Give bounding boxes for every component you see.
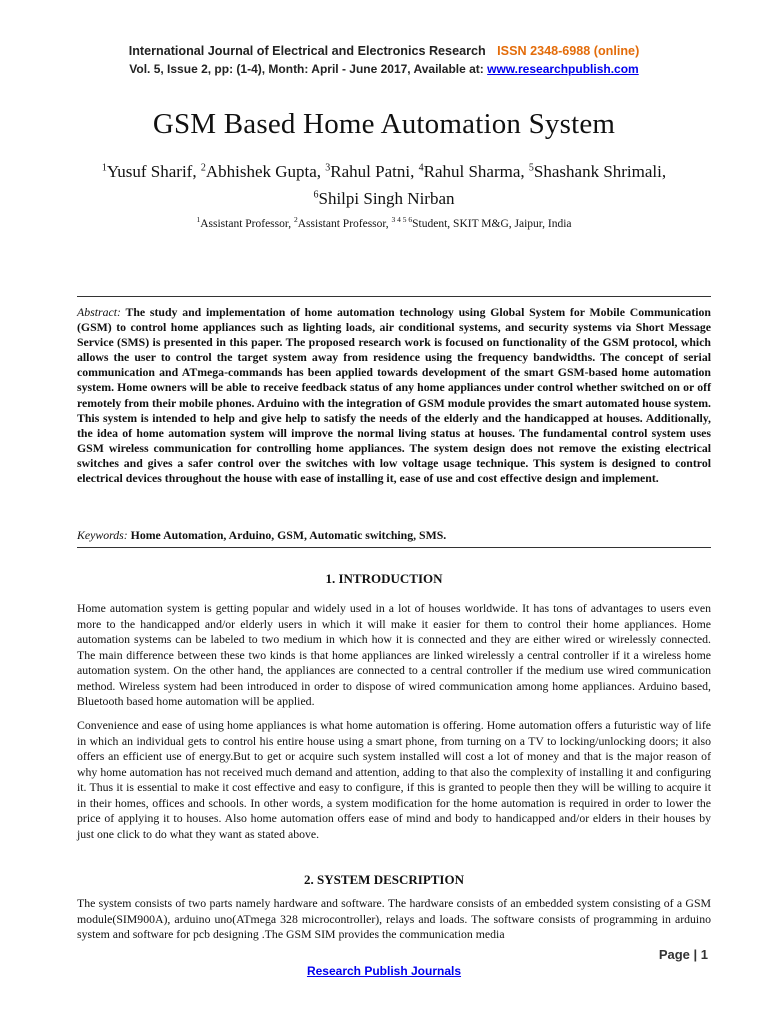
- journal-name: International Journal of Electrical and Electronics Research: [128, 44, 486, 58]
- author: $^3$Rahul Patni,: [325, 161, 419, 181]
- author: $^5$Shashank Shrimali,: [528, 161, 667, 181]
- page-number: Page | 1: [658, 947, 708, 962]
- journal-header: [0, 42, 768, 78]
- keywords: [77, 528, 711, 543]
- paragraph: The system consists of two parts namely hardware and software. The hardware consists of an embedded system consisting of a GSM module(SIM900A), arduino uno(ATmega 328 microcontroller), relays and loads. The software consists of programming in arduino system and software for pcb designing .The GSM SIM provides the communication media: [77, 896, 711, 941]
- author: $^1$Yusuf Sharif,: [101, 161, 201, 181]
- abstract-label: Abstract:: [77, 305, 121, 319]
- author: $^2$Abhishek Gupta,: [200, 161, 326, 181]
- footer: [0, 964, 768, 978]
- publisher-link[interactable]: Research Publish Journals: [306, 964, 462, 978]
- keywords-text: Home Automation, Arduino, GSM, Automatic switching, SMS.: [130, 528, 447, 542]
- abstract-text: The study and implementation of home automation technology using Global System for Mobile Communication (GSM) to control home appliances such as lighting loads, air conditional systems, and security systems via Short Message Service (SMS) is presented in this paper. The proposed research work is focused on functionality of the GSM protocol, which allows the user to control the target system away from residence using the frequency bandwidths. The concept of serial communication and ATmega-commands has been applied towards development of the smart GSM-based home automation system. Home owners will be able to receive feedback status of any home appliances under control whether switched on or off remotely from their mobile phones. Arduino with the integration of GSM module provides the smart automated house system. This system is intended to help and give help to satisfy the needs of the elderly and the handicapped at houses. Additionally, the idea of home automation system will improve the normal living status at houses. The fundamental control system uses GSM wireless communication for controlling home appliances. The system design does not remove the existing electrical switches and gives a safer control over the switches with low voltage usage technique. This system is designed to control electrical devices throughout the house with ease of installing it, ease of use and cost effective design and implement.: [77, 305, 711, 486]
- keywords-label: Keywords:: [77, 528, 128, 542]
- abstract: [77, 305, 711, 486]
- author-list: [80, 156, 688, 211]
- volume-info: Vol. 5, Issue 2, pp: (1-4), Month: April - June 2017, Available at:: [129, 62, 488, 76]
- paragraph: Home automation system is getting popular and widely used in a lot of houses worldwide. It has tons of advantages to users even more to the handicapped and/or elderly users in which it will make it easier for them to control their home appliances. Home automation systems can be labeled to two medium in which how it is connected and they are either wired or wirelessly connected. The main difference between these two kinds is that home appliances are linked wirelessly a central controller if it a wireless home automation system. On the other hand, the appliances are connected to a central controller if the medium use wired communication method. Wireless system had been introduced in order to dispose of wired communication among home appliances. Arduino based, Bluetooth based home automation will be applied.: [77, 601, 711, 708]
- section-heading-system-description: 2. SYSTEM DESCRIPTION: [303, 872, 464, 887]
- journal-header-line2: [0, 60, 768, 78]
- abstract-box: [77, 296, 711, 548]
- paper-title: GSM Based Home Automation System: [152, 108, 616, 140]
- journal-url-link[interactable]: www.researchpublish.com: [487, 62, 639, 76]
- author: $^6$Shilpi Singh Nirban: [313, 189, 455, 209]
- section-heading-introduction: 1. INTRODUCTION: [325, 571, 443, 586]
- issn-label: ISSN 2348-6988 (online): [497, 44, 640, 58]
- author: $^4$Rahul Sharma,: [418, 161, 529, 181]
- affiliation-line: $^1$Assistant Professor, $^2$Assistant Professor, $^{3 4 5 6}$Student, SKIT M&G, Jaipur, India: [196, 215, 572, 230]
- journal-header-line1: [0, 42, 768, 60]
- paragraph: Convenience and ease of using home appliances is what home automation is offering. Home automation offers a futuristic way of life in which an individual gets to control his entire house using a smart phone, from turning on a TV to locking/unlocking doors; it also offers an efficient use of energy.But to get or acquire such system installed will cost a lot of money and that is the major reason of why home automation has not received much demand and attention, adding to that also the complexity of installing it and configuring it. Thus it is essential to make it cost effective and easy to configure, if this is granted to people then they will be willing to acquire it in their homes, offices and schools. In other words, a system modification for the home automation is required in order to lower the price of applying it to houses. Also home automation offers ease of mind and body to handicapped and/or elders in their houses by just one click to do what they want as stated above.: [77, 718, 711, 841]
